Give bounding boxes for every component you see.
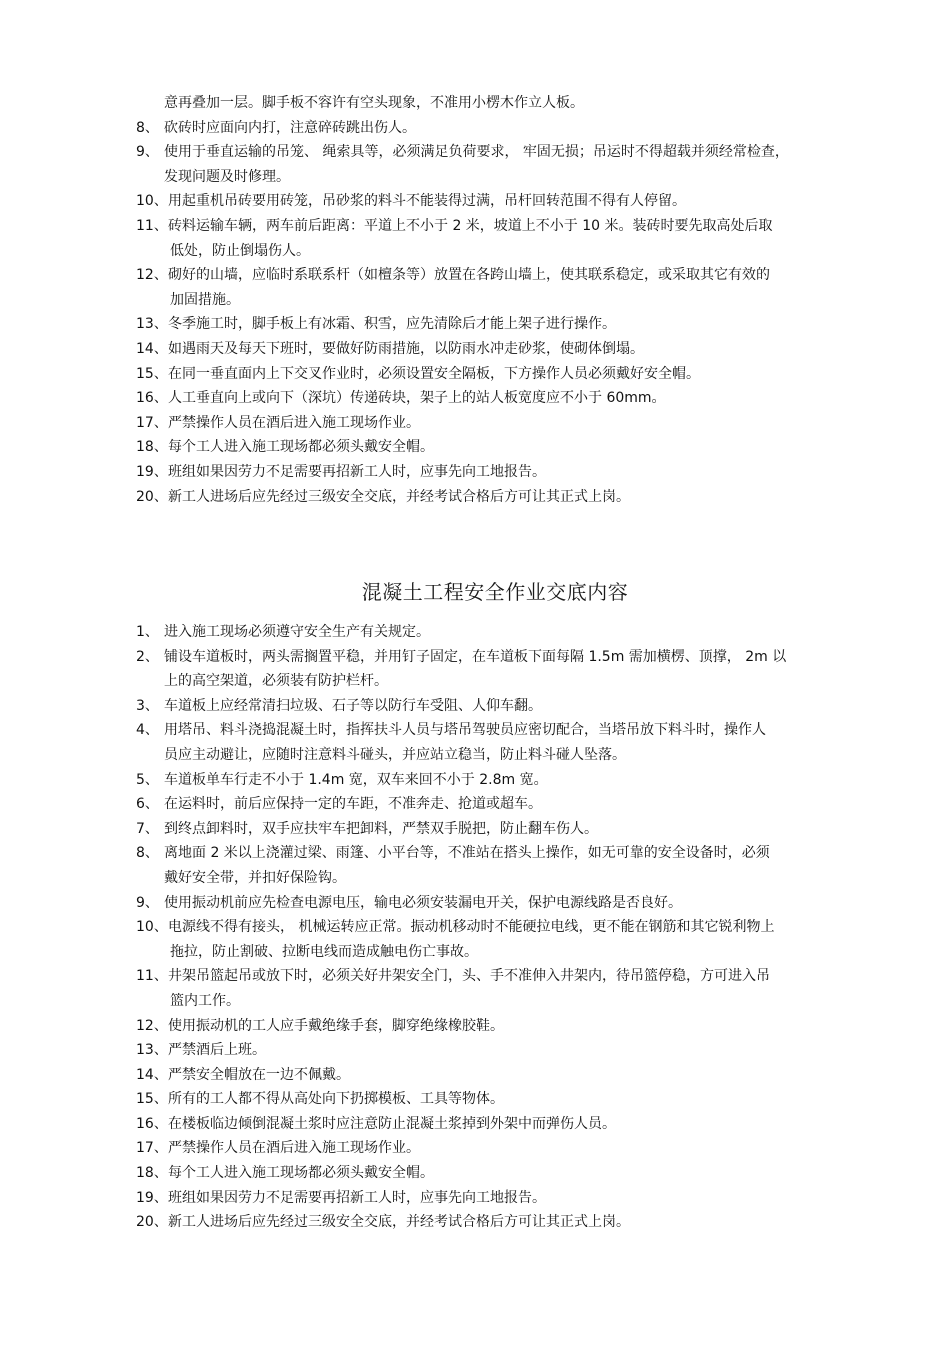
item-text-line: 人工垂直向上或向下（深坑）传递砖块，架子上的站人板宽度应不小于 60mm。 <box>168 390 666 407</box>
item-text-line: 井架吊篮起吊或放下时，必须关好井架安全门，头、手不准伸入井架内，待吊篮停稳，方可进入吊 <box>168 968 770 985</box>
list-item <box>0 1038 950 1063</box>
list-item <box>0 915 950 964</box>
list-item <box>0 116 950 141</box>
item-number: 18、 <box>136 439 168 456</box>
item-number: 10、 <box>136 919 168 936</box>
item-number: 5、 <box>136 771 159 788</box>
item-text-line: 冬季施工时，脚手板上有冰霜、积雪，应先清除后才能上架子进行操作。 <box>168 316 616 333</box>
item-number: 13、 <box>136 1042 168 1059</box>
list-item <box>0 891 950 916</box>
item-text-line: 在楼板临边倾倒混凝土浆时应注意防止混凝土浆掉到外架中而弹伤人员。 <box>168 1115 616 1132</box>
list-item <box>0 1136 950 1161</box>
list-item <box>0 337 950 362</box>
list-item <box>0 1063 950 1088</box>
item-number: 20、 <box>136 488 168 505</box>
item-number: 14、 <box>136 1066 168 1083</box>
list-item <box>0 312 950 337</box>
item-text-line: 篮内工作。 <box>170 992 240 1009</box>
list-item <box>0 435 950 460</box>
item-number: 9、 <box>136 144 159 161</box>
continuation-text: 意再叠加一层。脚手板不容许有空头现象，不准用小楞木作立人板。 <box>164 95 584 111</box>
list-item-continuation <box>0 91 950 116</box>
list-item <box>0 964 950 1013</box>
item-text-line: 班组如果因劳力不足需要再招新工人时，应事先向工地报告。 <box>168 1189 546 1206</box>
list-item <box>0 817 950 842</box>
item-text-line: 严禁酒后上班。 <box>168 1042 266 1059</box>
list-item <box>0 189 950 214</box>
item-text-line: 用起重机吊砖要用砖笼，吊砂浆的料斗不能装得过满，吊杆回转范围不得有人停留。 <box>168 193 686 210</box>
item-number: 11、 <box>136 968 168 985</box>
item-text-line: 在运料时，前后应保持一定的车距，不准奔走、抢道或超车。 <box>164 796 542 813</box>
item-text-line: 班组如果因劳力不足需要再招新工人时，应事先向工地报告。 <box>168 463 546 480</box>
item-number: 15、 <box>136 1091 168 1108</box>
item-text-line: 上的高空架道，必须装有防护栏杆。 <box>164 673 388 690</box>
item-text-line: 员应主动避让，应随时注意料斗碰头，并应站立稳当，防止料斗碰人坠落。 <box>164 746 626 763</box>
item-text-line: 砌好的山墙，应临时系联系杆（如檀条等）放置在各跨山墙上，使其联系稳定，或采取其它有效的 <box>168 267 770 284</box>
list-item <box>0 1161 950 1186</box>
list-item <box>0 1210 950 1235</box>
list-item <box>0 362 950 387</box>
list-item <box>0 214 950 263</box>
item-text-line: 在同一垂直面内上下交叉作业时，必须设置安全隔板，下方操作人员必须戴好安全帽。 <box>168 365 700 382</box>
item-text-line: 砍砖时应面向内打，注意碎砖跳出伤人。 <box>164 119 416 136</box>
item-number: 14、 <box>136 340 168 357</box>
item-number: 18、 <box>136 1165 168 1182</box>
item-number: 16、 <box>136 390 168 407</box>
item-number: 17、 <box>136 1140 168 1157</box>
list-item <box>0 792 950 817</box>
item-text-line: 车道板上应经常清扫垃圾、石子等以防行车受阻、人仰车翻。 <box>164 697 542 714</box>
item-text-line: 如遇雨天及每天下班时，要做好防雨措施，以防雨水冲走砂浆，使砌体倒塌。 <box>168 340 644 357</box>
list-item <box>0 1112 950 1137</box>
item-number: 15、 <box>136 365 168 382</box>
section-title: 混凝土工程安全作业交底内容 <box>361 580 629 604</box>
item-number: 1、 <box>136 624 159 640</box>
item-number: 2、 <box>136 648 159 665</box>
item-number: 16、 <box>136 1115 168 1132</box>
item-number: 12、 <box>136 267 168 284</box>
item-text-line: 低处，防止倒塌伤人。 <box>170 242 310 259</box>
item-number: 12、 <box>136 1017 168 1034</box>
item-number: 7、 <box>136 820 159 837</box>
item-number: 9、 <box>136 894 159 911</box>
item-text-line: 新工人进场后应先经过三级安全交底，并经考试合格后方可让其正式上岗。 <box>168 1214 630 1231</box>
list-item <box>0 841 950 890</box>
list-item <box>0 718 950 767</box>
item-number: 19、 <box>136 463 168 480</box>
list-item <box>0 485 950 510</box>
item-number: 19、 <box>136 1189 168 1206</box>
item-text-line: 使用振动机前应先检查电源电压，输电必须安装漏电开关，保护电源线路是否良好。 <box>164 894 682 911</box>
item-text-line: 所有的工人都不得从高处向下扔掷模板、工具等物体。 <box>168 1091 504 1108</box>
item-number: 20、 <box>136 1214 168 1231</box>
item-number: 4、 <box>136 722 159 739</box>
item-text-line: 进入施工现场必须遵守安全生产有关规定。 <box>164 624 430 640</box>
item-text-line: 严禁操作人员在酒后进入施工现场作业。 <box>168 414 420 431</box>
item-number: 8、 <box>136 845 159 862</box>
list-item <box>0 263 950 312</box>
item-text-line: 加固措施。 <box>170 291 240 308</box>
list-item <box>0 694 950 719</box>
list-item <box>0 645 950 694</box>
item-text-line: 砖料运输车辆，两车前后距离：平道上不小于 2 米，坡道上不小于 10 米。装砖时要先取高处后取 <box>168 217 773 234</box>
item-text-line: 铺设车道板时，两头需搁置平稳，并用钉子固定，在车道板下面每隔 1.5m 需加横楞、顶撑， 2m 以 <box>164 648 787 665</box>
list-item <box>0 140 950 189</box>
item-text-line: 严禁操作人员在酒后进入施工现场作业。 <box>168 1140 420 1157</box>
item-text-line: 车道板单车行走不小于 1.4m 宽，双车来回不小于 2.8m 宽。 <box>164 771 548 788</box>
item-text-line: 使用振动机的工人应手戴绝缘手套，脚穿绝缘橡胶鞋。 <box>168 1017 504 1034</box>
list-item <box>0 1014 950 1039</box>
item-number: 11、 <box>136 217 168 234</box>
item-text-line: 拖拉，防止割破、拉断电线而造成触电伤亡事故。 <box>170 943 478 960</box>
item-number: 17、 <box>136 414 168 431</box>
list-item <box>0 460 950 485</box>
item-text-line: 发现问题及时修理。 <box>164 168 290 185</box>
item-number: 13、 <box>136 316 168 333</box>
list-item <box>0 768 950 793</box>
item-text-line: 离地面 2 米以上浇灌过梁、雨篷、小平台等，不准站在搭头上操作，如无可靠的安全设备时，必须 <box>164 845 770 862</box>
list-item <box>0 386 950 411</box>
list-item <box>0 1186 950 1211</box>
item-text-line: 每个工人进入施工现场都必须头戴安全帽。 <box>168 1165 434 1182</box>
masonry-safety-list <box>0 91 950 509</box>
item-text-line: 戴好安全带，并扣好保险钩。 <box>164 869 346 886</box>
item-number: 3、 <box>136 697 159 714</box>
item-text-line: 用塔吊、料斗浇捣混凝土时，指挥扶斗人员与塔吊驾驶员应密切配合，当塔吊放下料斗时，操作人 <box>164 722 766 739</box>
list-item <box>0 1087 950 1112</box>
item-text-line: 每个工人进入施工现场都必须头戴安全帽。 <box>168 439 434 456</box>
item-number: 6、 <box>136 796 159 813</box>
item-text-line: 使用于垂直运输的吊笼、 绳索具等，必须满足负荷要求， 牢固无损；吊运时不得超载并须经常检查， <box>164 144 789 161</box>
item-text-line: 电源线不得有接头， 机械运转应正常。振动机移动时不能硬拉电线，更不能在钢筋和其它锐利物上 <box>168 919 775 936</box>
item-number: 8、 <box>136 119 159 136</box>
list-item <box>0 411 950 436</box>
item-text-line: 严禁安全帽放在一边不佩戴。 <box>168 1066 350 1083</box>
item-text-line: 到终点卸料时，双手应扶牢车把卸料，严禁双手脱把，防止翻车伤人。 <box>164 820 598 837</box>
concrete-safety-list <box>0 620 950 1235</box>
item-text-line: 新工人进场后应先经过三级安全交底，并经考试合格后方可让其正式上岗。 <box>168 488 630 505</box>
item-number: 10、 <box>136 193 168 210</box>
list-item <box>0 620 950 645</box>
